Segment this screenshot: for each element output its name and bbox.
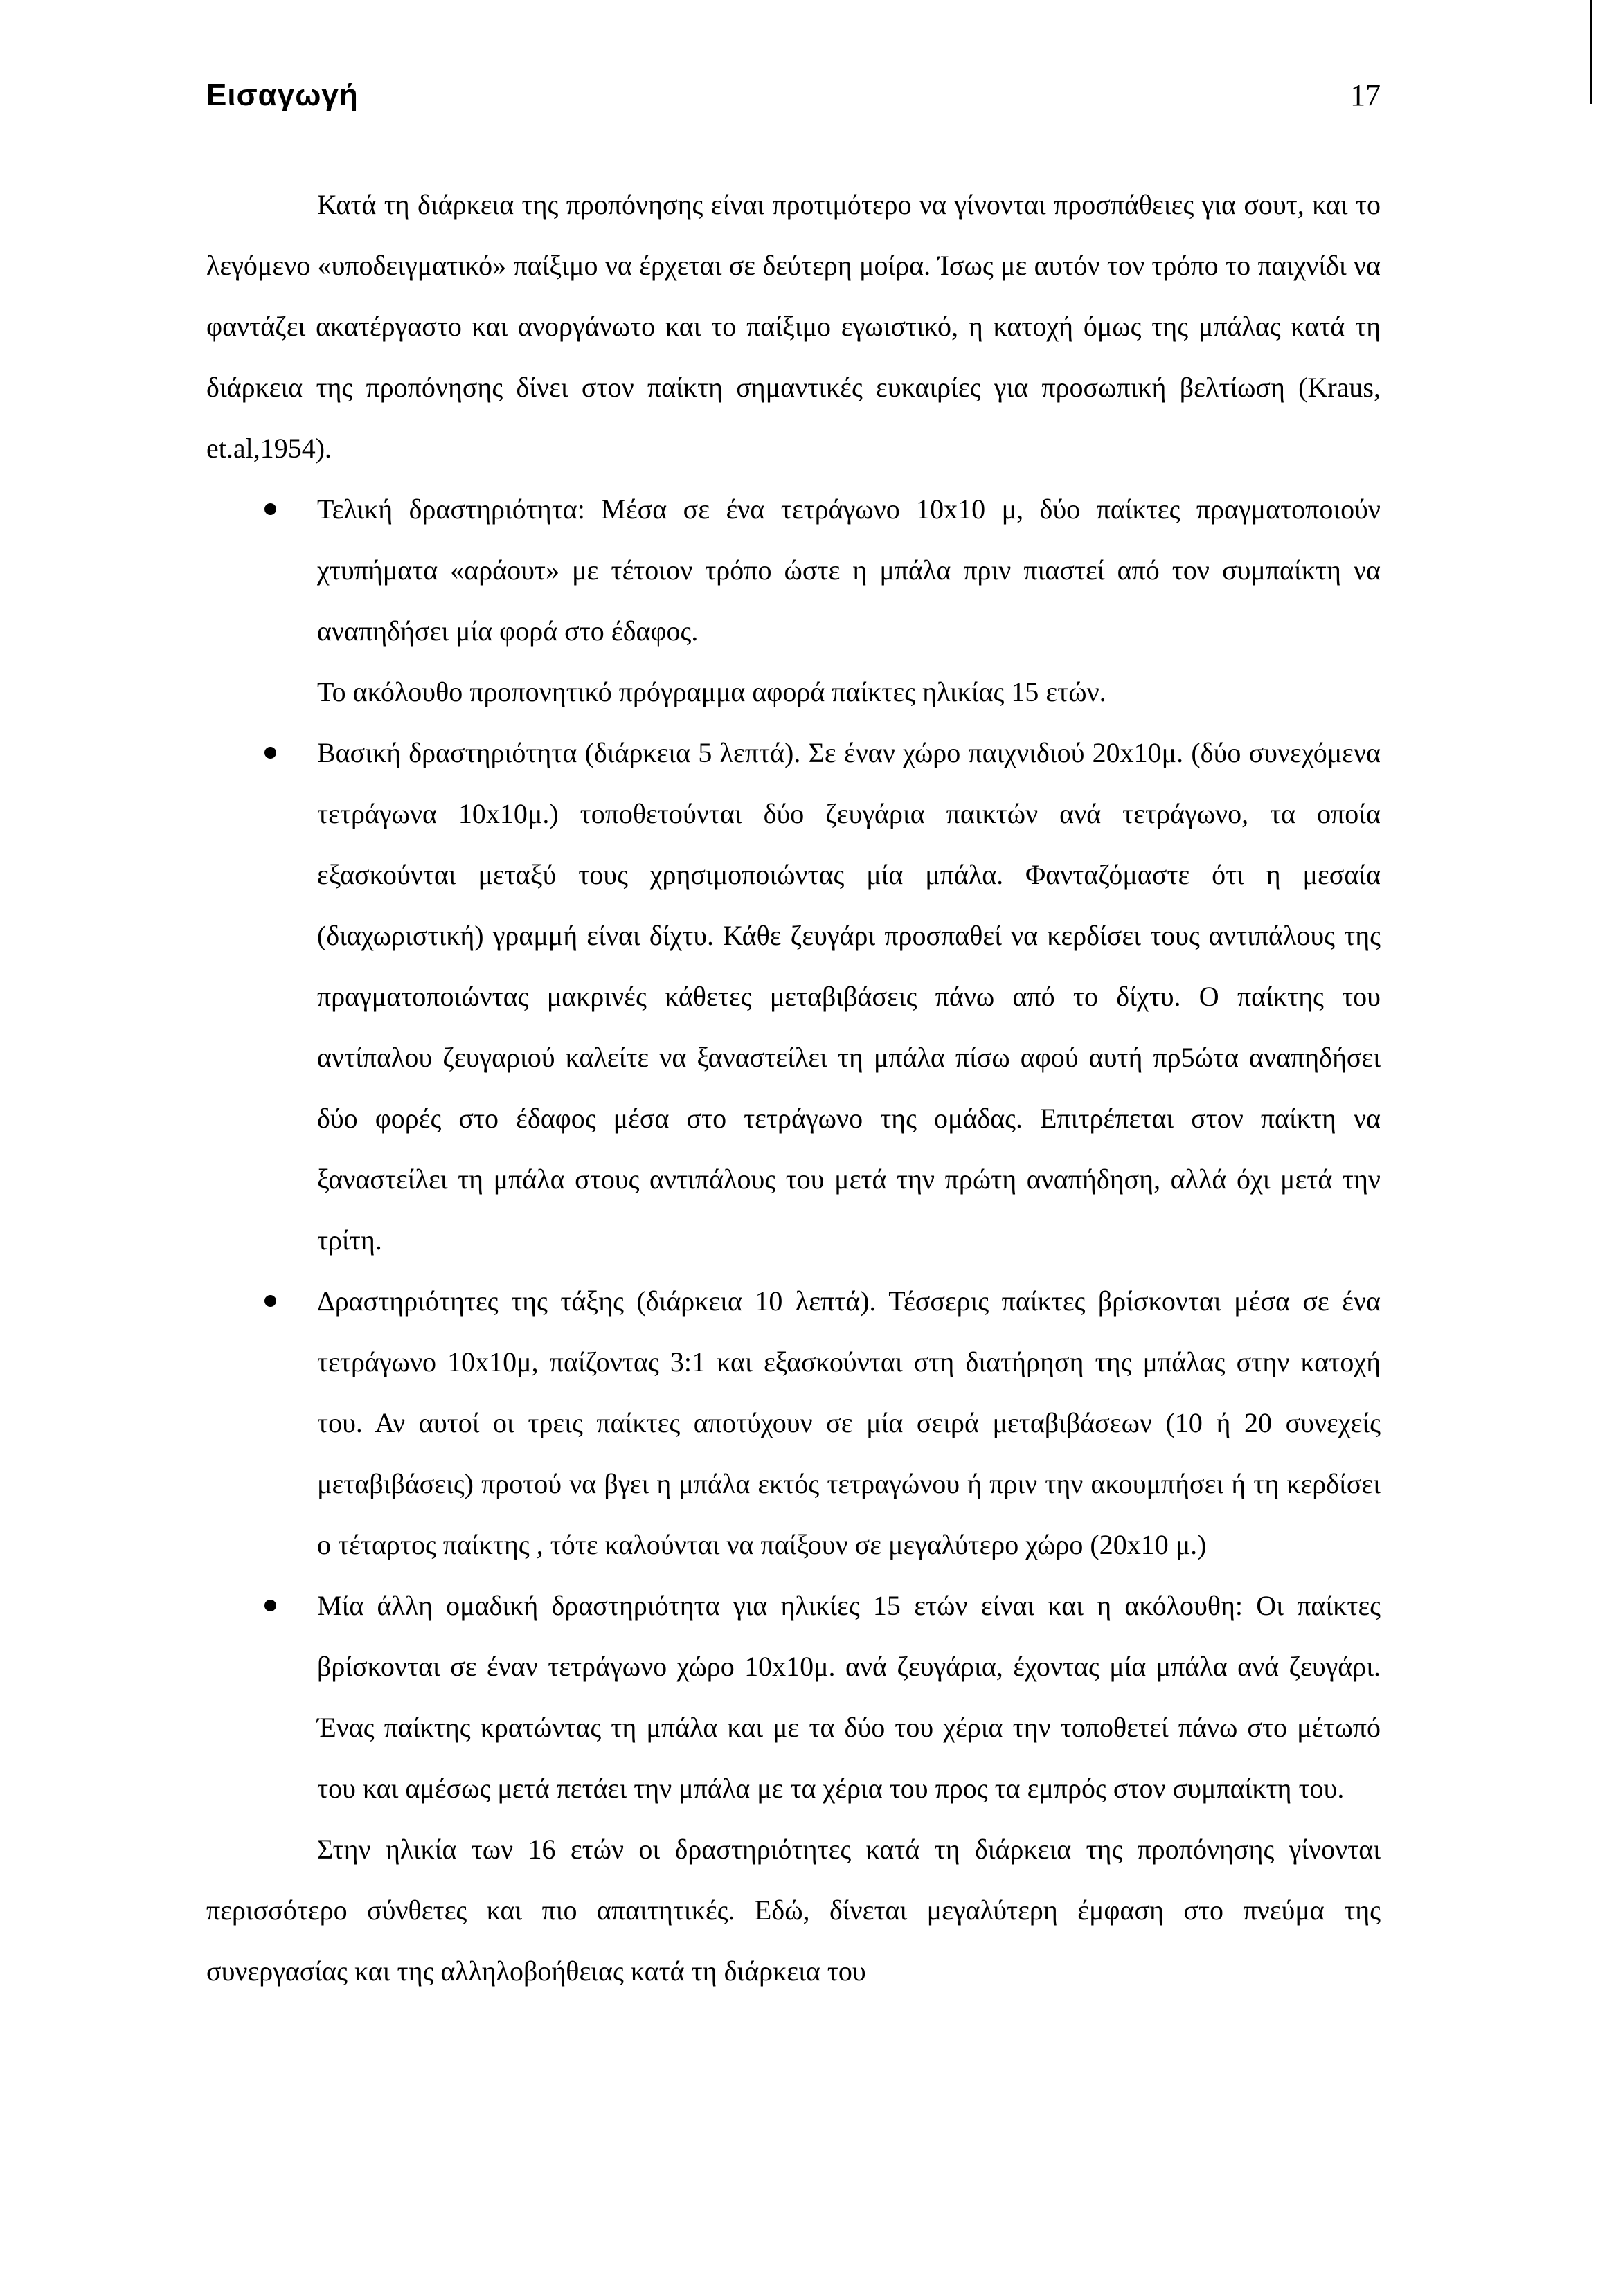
program-note: Το ακόλουθο προπονητικό πρόγραμμα αφορά παίκτες ηλικίας 15 ετών. <box>317 676 1106 707</box>
activity-list-continued <box>206 723 1381 1819</box>
bullet-icon <box>264 1295 276 1307</box>
list-item-class-activities <box>206 1271 1381 1575</box>
page-number: 17 <box>1350 78 1381 112</box>
scan-edge-line <box>1590 0 1592 104</box>
list-item-text: Μία άλλη ομαδική δραστηριότητα για ηλικίες 15 ετών είναι και η ακόλουθη: Οι παίκτες βρίσκονται σε έναν τετράγωνο χώρο 10x10μ. ανά ζευγάρια, έχοντας μία μπάλα ανά ζευγάρι. Ένας παίκτης κρατώντας τη μπάλα και με τα δύο του χέρια την τοποθετεί πάνω στο μέτωπό του και αμέσως μετά πετάει την μπάλα με τα χέρια του προς τα εμπρός στον συμπαίκτη του. <box>317 1590 1381 1804</box>
list-item-final-activity <box>206 479 1381 662</box>
body-text <box>206 174 1381 2002</box>
chapter-title: Εισαγωγή <box>206 78 359 112</box>
list-item-text: Τελική δραστηριότητα: Μέσα σε ένα τετράγωνο 10x10 μ, δύο παίκτες πραγματοποιούν χτυπήματα «αράουτ» με τέτοιον τρόπο ώστε η μπάλα πριν πιαστεί από τον συμπαίκτη να αναπηδήσει μία φορά στο έδαφος. <box>317 494 1381 647</box>
bullet-icon <box>264 747 276 759</box>
intro-paragraph: Κατά τη διάρκεια της προπόνησης είναι προτιμότερο να γίνονται προσπάθειες για σουτ, και το λεγόμενο «υποδειγματικό» παίξιμο να έρχεται σε δεύτερη μοίρα. Ίσως με αυτόν τον τρόπο το παιχνίδι να φαντάζει ακατέργαστο και ανοργάνωτο και το παίξιμο εγωιστικό, η κατοχή όμως της μπάλας κατά τη διάρκεια της προπόνησης δίνει στον παίκτη σημαντικές ευκαιρίες για προσωπική βελτίωση (Kraus, et.al,1954). <box>206 189 1381 464</box>
bullet-icon <box>264 503 276 515</box>
closing-paragraph: Στην ηλικία των 16 ετών οι δραστηριότητες κατά τη διάρκεια της προπόνησης γίνονται περισσότερο σύνθετες και πιο απαιτητικές. Εδώ, δίνεται μεγαλύτερη έμφαση στο πνεύμα της συνεργασίας και της αλληλοβοήθειας κατά τη διάρκεια του <box>206 1834 1381 1987</box>
bullet-icon <box>264 1600 276 1611</box>
list-item-text: Βασική δραστηριότητα (διάρκεια 5 λεπτά). Σε έναν χώρο παιχνιδιού 20x10μ. (δύο συνεχόμενα τετράγωνα 10x10μ.) τοποθετούνται δύο ζευγάρια παικτών ανά τετράγωνο, τα οποία εξασκούνται μεταξύ τους χρησιμοποιώντας μία μπάλα. Φανταζόμαστε ότι η μεσαία (διαχωριστική) γραμμή είναι δίχτυ. Κάθε ζευγάρι προσπαθεί να κερδίσει τους αντιπάλους της πραγματοποιώντας μακρινές κάθετες μεταβιβάσεις πάνω από το δίχτυ. Ο παίκτης του αντίπαλου ζευγαριού καλείτε να ξαναστείλει τη μπάλα πίσω αφού αυτή πρ5ώτα αναπηδήσει δύο φορές στο έδαφος μέσα στο τετράγωνο της ομάδας. Επιτρέπεται στον παίκτη να ξαναστείλει τη μπάλα στους αντιπάλους του μετά την πρώτη αναπήδηση, αλλά όχι μετά την τρίτη. <box>317 737 1381 1256</box>
list-item-team-activity <box>206 1575 1381 1819</box>
list-item-text: Δραστηριότητες της τάξης (διάρκεια 10 λεπτά). Τέσσερις παίκτες βρίσκονται μέσα σε ένα τετράγωνο 10x10μ, παίζοντας 3:1 και εξασκούνται στη διατήρηση της μπάλας στην κατοχή του. Αν αυτοί οι τρεις παίκτες αποτύχουν σε μία σειρά μεταβιβάσεων (10 ή 20 συνεχείς μεταβιβάσεις) προτού να βγει η μπάλα εκτός τετραγώνου ή πριν την ακουμπήσει ή τη κερδίσει ο τέταρτος παίκτης , τότε καλούνται να παίξουν σε μεγαλύτερο χώρο (20x10 μ.) <box>317 1285 1381 1560</box>
running-head <box>206 75 1381 123</box>
activity-list <box>206 479 1381 662</box>
list-item-basic-activity <box>206 723 1381 1271</box>
